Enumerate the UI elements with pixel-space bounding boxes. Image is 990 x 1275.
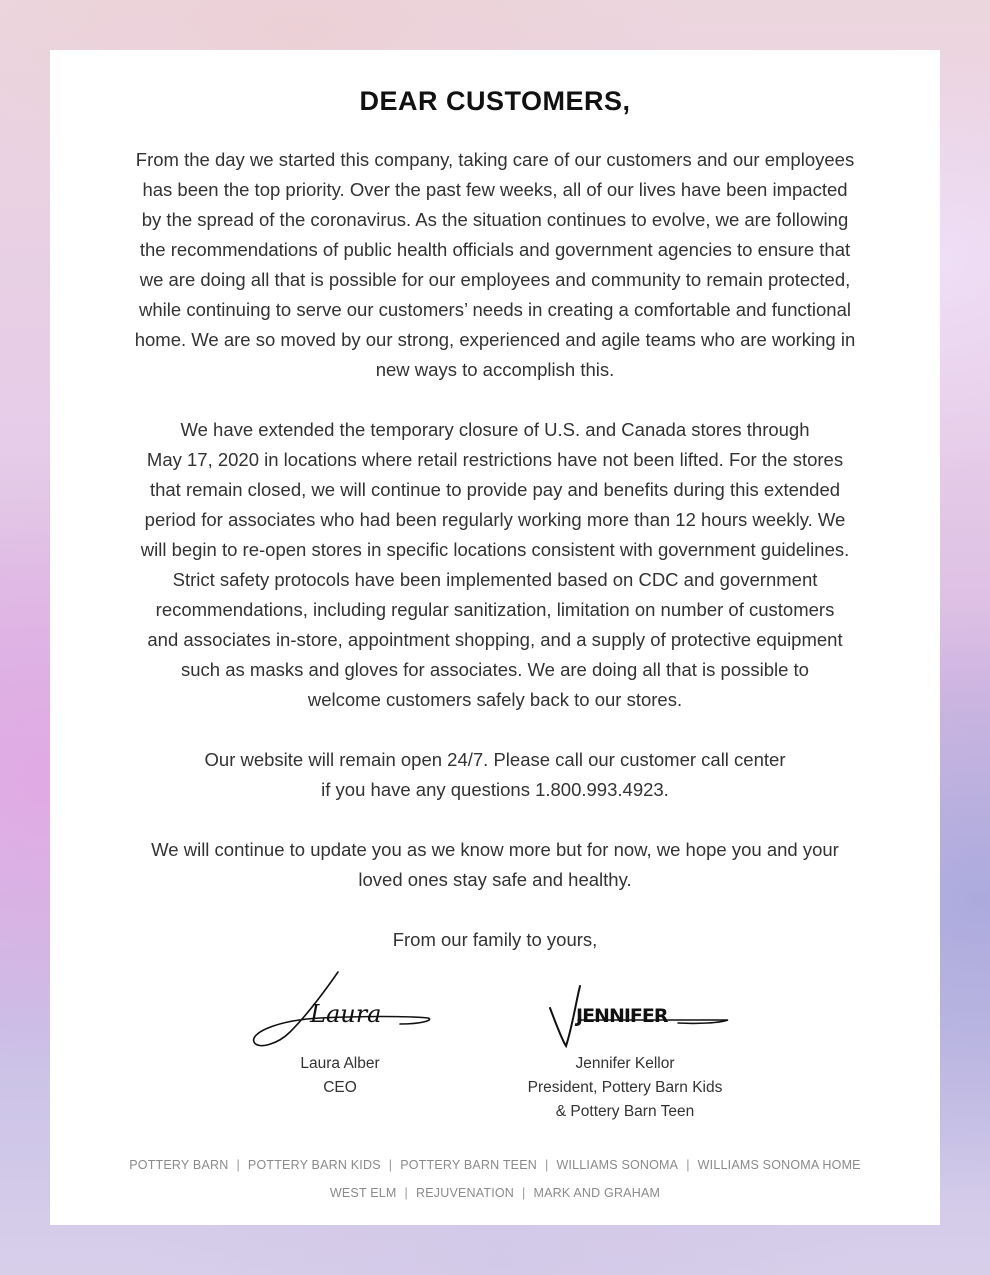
paragraph-line: We will continue to update you as we know more but for now, we hope you and your (151, 839, 839, 860)
jennifer-signature (548, 980, 733, 1052)
paragraph-line: the recommendations of public health officials and government agencies to ensure that (139, 239, 851, 260)
brand-williams-sonoma-home[interactable]: WILLIAMS SONOMA HOME (697, 1158, 861, 1172)
paragraph-line: has been the top priority. Over the past few weeks, all of our lives have been impacted (142, 179, 848, 200)
signer-name: Jennifer Kellor (575, 1055, 675, 1072)
paragraph-line: such as masks and gloves for associates. We are doing all that is possible to (181, 659, 809, 680)
paragraph-line: Strict safety protocols have been implemented based on CDC and government (172, 569, 818, 590)
brand-separator: | (522, 1186, 526, 1200)
paragraph-line: home. We are so moved by our strong, experienced and agile teams who are working in (134, 329, 856, 350)
paragraph-line: We have extended the temporary closure of U.S. and Canada stores through (180, 419, 810, 440)
paragraph-store-closure (0, 415, 990, 715)
letter-heading: DEAR CUSTOMERS, (359, 86, 631, 116)
brand-separator: | (544, 1158, 549, 1172)
brand-pottery-barn-kids[interactable]: POTTERY BARN KIDS (247, 1158, 381, 1172)
paragraph-line: From the day we started this company, taking care of our customers and our employees (135, 149, 855, 170)
brand-separator: | (404, 1186, 408, 1200)
brand-list-row-1 (0, 1158, 990, 1172)
paragraph-line: will begin to re-open stores in specific locations consistent with government guidelines. (140, 539, 850, 560)
brand-separator: | (388, 1158, 393, 1172)
paragraph-line: new ways to accomplish this. (375, 359, 615, 380)
paragraph-line: Our website will remain open 24/7. Please call our customer call center (204, 749, 786, 770)
signer-jennifer (505, 1052, 745, 1124)
closing-line: From our family to yours, (392, 929, 598, 950)
brand-west-elm[interactable]: WEST ELM (329, 1186, 397, 1200)
paragraph-line: and associates in-store, appointment shopping, and a supply of protective equipment (147, 629, 843, 650)
paragraph-line: that remain closed, we will continue to provide pay and benefits during this extended (149, 479, 841, 500)
brand-pottery-barn[interactable]: POTTERY BARN (129, 1158, 229, 1172)
paragraph-website (0, 745, 990, 805)
signer-title: President, Pottery Barn Kids (527, 1079, 723, 1096)
paragraph-line: if you have any questions 1.800.993.4923. (321, 779, 669, 800)
brand-separator: | (686, 1158, 690, 1172)
paragraph-line: period for associates who had been regularly working more than 12 hours weekly. We (144, 509, 846, 530)
signer-name: Laura Alber (300, 1055, 380, 1072)
brand-williams-sonoma[interactable]: WILLIAMS SONOMA (556, 1158, 679, 1172)
paragraph-line: recommendations, including regular sanitization, limitation on number of customers (155, 599, 835, 620)
laura-signature-text: Laura (310, 1000, 382, 1028)
brand-rejuvenation[interactable]: REJUVENATION (416, 1186, 515, 1200)
brand-separator: | (236, 1158, 240, 1172)
paragraph-line: welcome customers safely back to our stores. (307, 689, 683, 710)
laura-signature (250, 968, 435, 1050)
brand-list-row-2 (0, 1186, 990, 1200)
paragraph-updates (0, 835, 990, 895)
paragraph-line: May 17, 2020 in locations where retail restrictions have not been lifted. For the stores (146, 449, 844, 470)
paragraph-intro (0, 145, 990, 385)
brand-mark-and-graham[interactable]: MARK AND GRAHAM (533, 1186, 661, 1200)
jennifer-signature-text: JENNIFER (576, 1005, 668, 1027)
signer-title: & Pottery Barn Teen (555, 1103, 695, 1120)
signer-title: CEO (323, 1079, 357, 1096)
signer-laura (240, 1052, 440, 1100)
brand-pottery-barn-teen[interactable]: POTTERY BARN TEEN (400, 1158, 537, 1172)
paragraph-line: we are doing all that is possible for our employees and community to remain protected, (139, 269, 851, 290)
paragraph-line: by the spread of the coronavirus. As the situation continues to evolve, we are following (141, 209, 849, 230)
paragraph-line: while continuing to serve our customers’ needs in creating a comfortable and functional (139, 299, 851, 320)
paragraph-line: loved ones stay safe and healthy. (358, 869, 632, 890)
